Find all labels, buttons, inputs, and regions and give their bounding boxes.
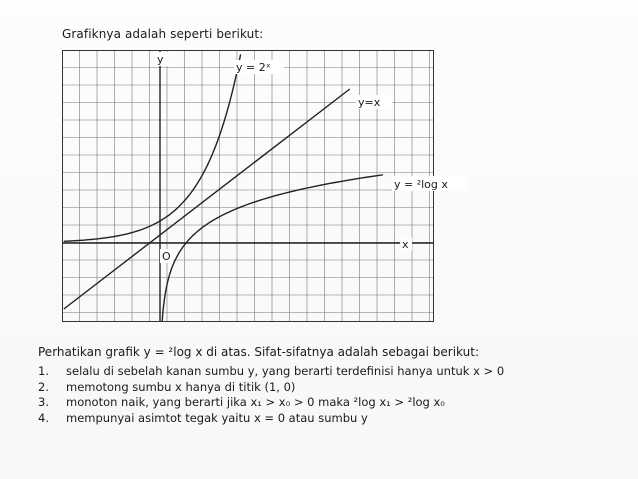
intro-text: Grafiknya adalah seperti berikut: bbox=[62, 27, 264, 41]
list-item bbox=[38, 380, 598, 396]
list-item-number: 2. bbox=[38, 379, 49, 394]
graph-figure bbox=[62, 50, 448, 322]
list-item-number: 4. bbox=[38, 410, 49, 425]
properties-list bbox=[38, 364, 598, 426]
list-item bbox=[38, 395, 598, 411]
list-item bbox=[38, 411, 598, 427]
properties-heading: Perhatikan grafik y = ²log x di atas. Sifat-sifatnya adalah sebagai berikut: bbox=[38, 345, 479, 359]
curve-log-label: y = ²log x bbox=[394, 178, 448, 191]
graph-frame bbox=[63, 51, 434, 322]
graph-canvas bbox=[62, 50, 448, 322]
curve-exp-label: y = 2ˣ bbox=[236, 61, 271, 74]
list-item-number: 3. bbox=[38, 395, 49, 409]
list-item-text: memotong sumbu x hanya di titik (1, 0) bbox=[66, 379, 296, 394]
curve-log bbox=[162, 175, 383, 321]
graph-grid bbox=[62, 50, 434, 322]
list-item bbox=[38, 364, 598, 380]
list-item-number: 1. bbox=[38, 364, 49, 378]
curve-exp bbox=[64, 54, 241, 241]
axis-y-label: y bbox=[157, 53, 164, 66]
list-item-text: monoton naik, yang berarti jika x₁ > x₀ > 0 maka ²log x₁ > ²log x₀ bbox=[66, 395, 445, 409]
axis-x-label: x bbox=[402, 238, 409, 251]
curve-identity-label: y=x bbox=[358, 96, 381, 109]
origin-label: O bbox=[162, 250, 171, 263]
list-item-text: selalu di sebelah kanan sumbu y, yang berarti terdefinisi hanya untuk x > 0 bbox=[66, 364, 505, 378]
list-item-text: mempunyai asimtot tegak yaitu x = 0 atau sumbu y bbox=[66, 410, 368, 425]
